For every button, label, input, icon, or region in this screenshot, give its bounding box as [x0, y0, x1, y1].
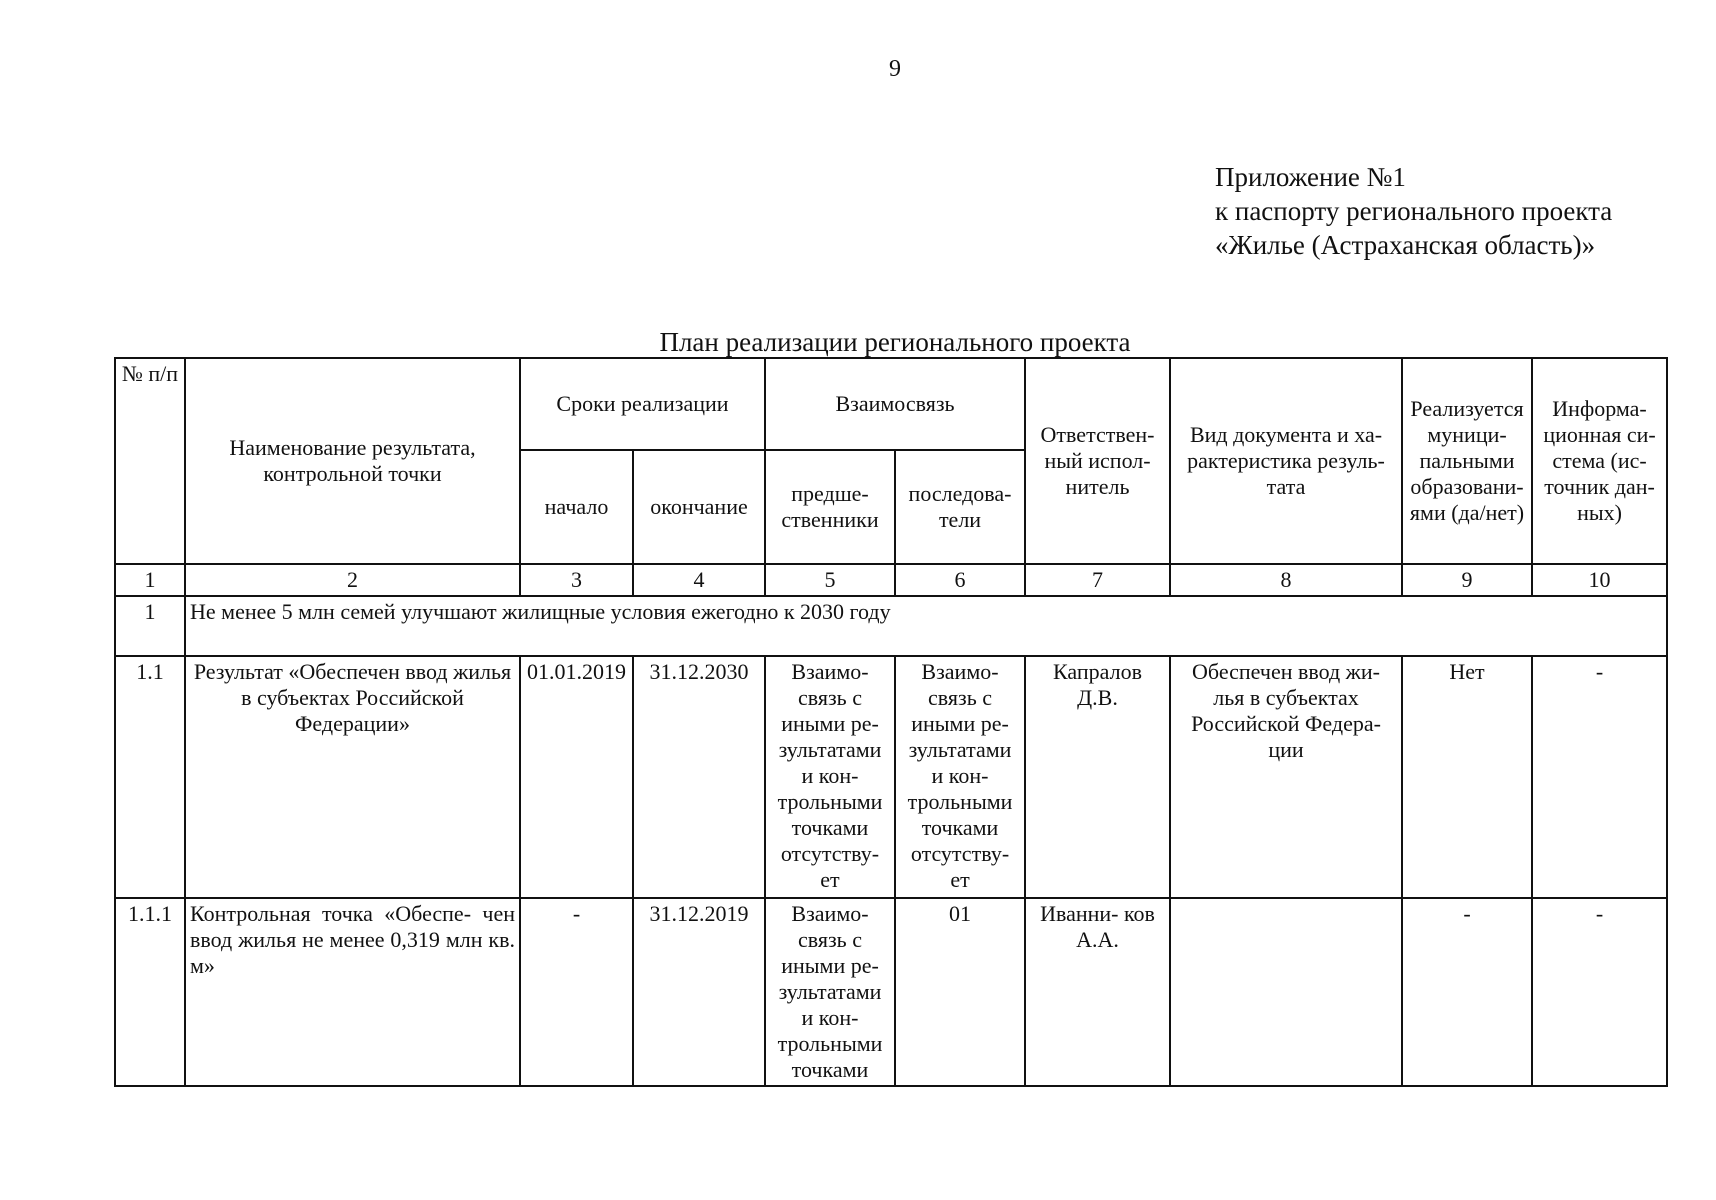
header-name: Наименование результата, контрольной точки	[185, 358, 520, 564]
row-num: 1.1.1	[115, 898, 185, 1086]
header-responsible: Ответствен- ный испол- нитель	[1025, 358, 1170, 564]
column-number-row	[115, 564, 1667, 596]
table-title: План реализации регионального проекта	[659, 327, 1131, 357]
header-doc-type: Вид документа и ха- рактеристика резуль- тата	[1170, 358, 1402, 564]
row-responsible: Иванни- ков А.А.	[1025, 898, 1170, 1086]
table-row-goal	[115, 596, 1667, 656]
header-end: окончание	[633, 450, 765, 564]
plan-table	[114, 357, 1668, 1087]
header-start: начало	[520, 450, 633, 564]
row-successors: 01	[895, 898, 1025, 1086]
column-number: 7	[1025, 564, 1170, 596]
header-link: Взаимосвязь	[765, 358, 1025, 450]
header-predecessors: предше- ственники	[765, 450, 895, 564]
header-terms: Сроки реализации	[520, 358, 765, 450]
column-number: 5	[765, 564, 895, 596]
column-number: 3	[520, 564, 633, 596]
appendix-block	[1215, 160, 1612, 262]
appendix-line-2: к паспорту регионального проекта	[1215, 196, 1613, 226]
row-predecessors: Взаимо- связь с иными ре- зультатами и кон- трольными точками	[765, 898, 895, 1086]
row-num: 1	[115, 596, 185, 656]
row-goal-text: Не менее 5 млн семей улучшают жилищные условия ежегодно к 2030 году	[185, 596, 1667, 656]
column-number: 8	[1170, 564, 1402, 596]
row-doc-type	[1170, 898, 1402, 1086]
row-info-system: -	[1532, 898, 1667, 1086]
row-municipal: -	[1402, 898, 1532, 1086]
row-name: Контрольная точка «Обеспе- чен ввод жилья не менее 0,319 млн кв. м»	[185, 898, 520, 1086]
column-number: 4	[633, 564, 765, 596]
row-info-system: -	[1532, 656, 1667, 898]
row-municipal: Нет	[1402, 656, 1532, 898]
row-name: Результат «Обеспечен ввод жилья в субъектах Российской Федерации»	[185, 656, 520, 898]
table-row-checkpoint	[115, 898, 1667, 1086]
column-number: 10	[1532, 564, 1667, 596]
header-num: № п/п	[115, 358, 185, 564]
row-end: 31.12.2019	[633, 898, 765, 1086]
column-number: 2	[185, 564, 520, 596]
header-successors: последова- тели	[895, 450, 1025, 564]
row-end: 31.12.2030	[633, 656, 765, 898]
row-start: -	[520, 898, 633, 1086]
column-number: 6	[895, 564, 1025, 596]
row-num: 1.1	[115, 656, 185, 898]
row-responsible: Капралов Д.В.	[1025, 656, 1170, 898]
table-row-result	[115, 656, 1667, 898]
column-number: 1	[115, 564, 185, 596]
column-number: 9	[1402, 564, 1532, 596]
appendix-line-1: Приложение №1	[1215, 162, 1406, 192]
page-number: 9	[889, 56, 901, 82]
row-predecessors: Взаимо- связь с иными ре- зультатами и кон- трольными точками отсутству- ет	[765, 656, 895, 898]
appendix-line-3: «Жилье (Астраханская область)»	[1215, 230, 1596, 260]
row-successors: Взаимо- связь с иными ре- зультатами и кон- трольными точками отсутству- ет	[895, 656, 1025, 898]
header-row-1	[115, 358, 1667, 450]
row-start: 01.01.2019	[520, 656, 633, 898]
header-info-system: Информа- ционная си- стема (ис- точник дан- ных)	[1532, 358, 1667, 564]
header-municipal: Реализуется муници- пальными образовани- ями (да/нет)	[1402, 358, 1532, 564]
row-doc-type: Обеспечен ввод жи- лья в субъектах Российской Федера- ции	[1170, 656, 1402, 898]
